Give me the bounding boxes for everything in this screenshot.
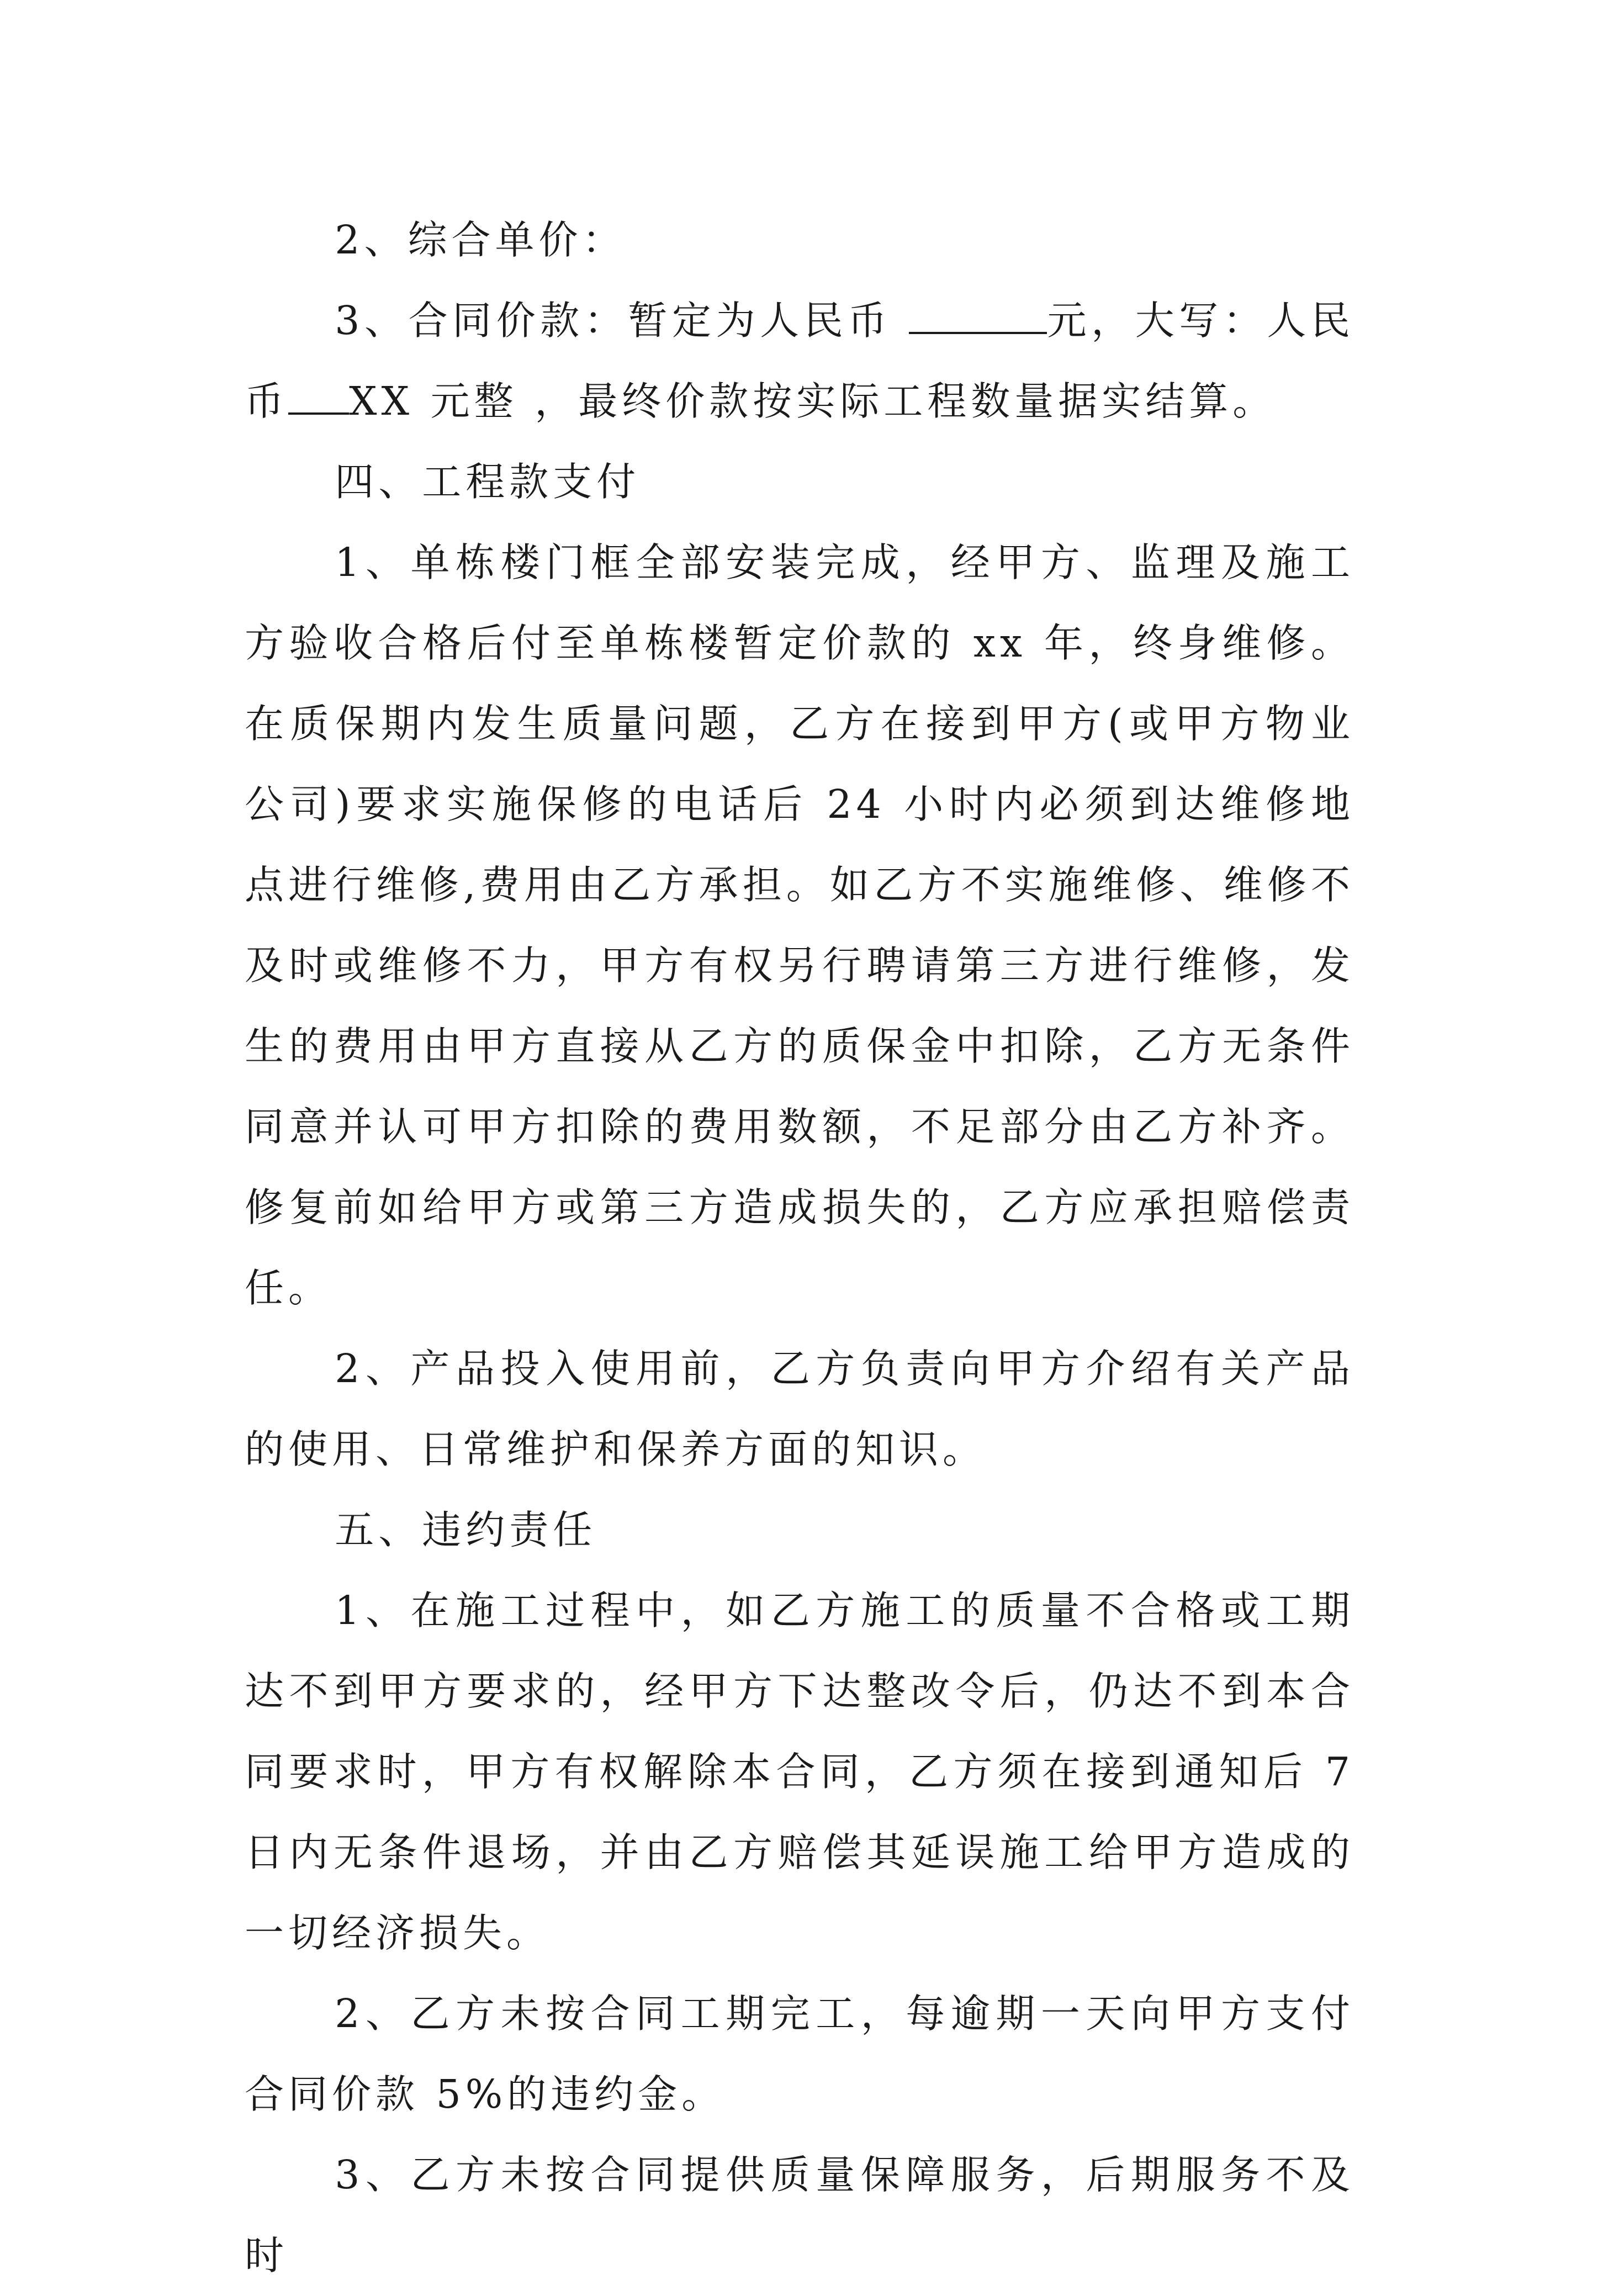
payment-item-1: 1、单栋楼门框全部安装完成，经甲方、监理及施工方验收合格后付至单栋楼暂定价款的 xx 年，终身维修。在质保期内发生质量问题，乙方在接到甲方(或甲方物业公司)要求实施保修的电话后 24 小时内必须到达维修地点进行维修,费用由乙方承担。如乙方不实施维修、维修不及时或维修不力，甲方有权另行聘请第三方进行维修，发生的费用由甲方直接从乙方的质保金中扣除，乙方无条件同意并认可甲方扣除的费用数额，不足部分由乙方补齐。修复前如给甲方或第三方造成损失的，乙方应承担赔偿责任。 (245, 539, 1354, 1311)
contract-price-middle: 元，大写：人民币 (245, 298, 1354, 424)
price-blank-words (288, 377, 349, 415)
contract-price-paragraph (245, 281, 1354, 442)
section-heading-payment: 四、工程款支付 (335, 459, 641, 505)
price-blank-figure (909, 297, 1047, 334)
unit-price-line: 2、综合单价： (335, 217, 626, 263)
contract-price-amount-word: XX 元整 (349, 378, 518, 424)
contract-price-suffix: ，最终价款按实际工程数量据实结算。 (517, 378, 1277, 424)
section-heading-breach: 五、违约责任 (335, 1507, 597, 1553)
breach-item-2: 2、乙方未按合同工期完工，每逾期一天向甲方支付合同价款 5%的违约金。 (245, 1991, 1354, 2117)
breach-item-1: 1、在施工过程中，如乙方施工的质量不合格或工期达不到甲方要求的，经甲方下达整改令后，仍达不到本合同要求时，甲方有权解除本合同，乙方须在接到通知后 7 日内无条件退场，并由乙方赔偿其延误施工给甲方造成的一切经济损失。 (245, 1588, 1354, 1956)
document-body (245, 200, 1354, 2296)
contract-price-prefix: 3、合同价款：暂定为人民币 (335, 298, 909, 343)
breach-item-3: 3、乙方未按合同提供质量保障服务，后期服务不及时 (245, 2152, 1354, 2278)
payment-item-2: 2、产品投入使用前，乙方负责向甲方介绍有关产品的使用、日常维护和保养方面的知识。 (245, 1346, 1354, 1472)
